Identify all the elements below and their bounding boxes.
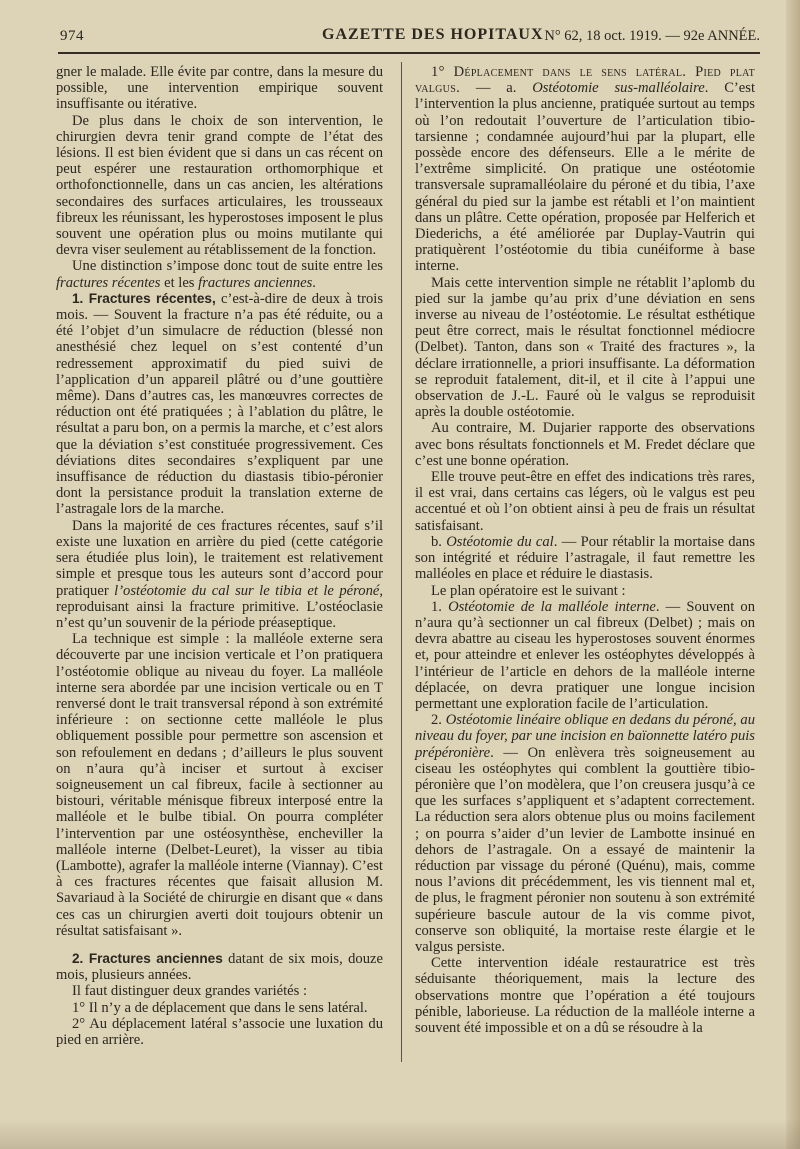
text-run: De plus dans le choix de son intervention, le chirurgien devra tenir grand compte de l’état des lésions. Il est bien évident que si dans un cas récent on peut espérer une restauration orthomorphique et orthofonctionnelle, dans un cas ancien, les altérations secondaires des surfaces articulaires, les trousseaux fibreux les réunissant, les hyperostoses imposent le plus souvent une opération plus ou moins mutilante qui devra viser seulement au rétablissement de la fonction. [56,112,383,259]
text-run: Mais cette intervention simple ne rétablit l’aplomb du pied sur la jambe qu’au prix d’une déviation en sens inverse au niveau de l’ostéotomie. Le résultat esthétique peut être correct, mais le résultat fonctionnel médiocre (Delbet). Tanton, dans son « Traité des fractures », la déclare irrationnelle, a priori insuffisante. La déformation se reproduit fatalement, dit-il, et il cite à l’appui une observation de J.-L. Fauré où le valgus se reproduisit après la double ostéotomie. [415,274,755,421]
text-run: Au contraire, M. Dujarier rapporte des observations avec bons résultats fonctionnels et M. Fredet déclare que c’est une bonne opération. [415,420,755,469]
header-rule [58,52,760,54]
column-divider [401,62,402,1062]
text-run: Il faut distinguer deux grandes variétés : [72,983,308,1000]
text-run: . — Souvent on n’aura qu’à sectionner un cal fibreux (Delbet) ; mais on devra abattre au ciseau les hyperostoses souvent énormes et, pour atteindre et enlever les ostéophytes développés à l’intérieur de l’article en dehors de la malléole interne déplacée, on devra pratiquer une longue incision permettant une exploration facile de l’articulation. [415,598,755,712]
paragraph [415,955,755,1036]
italic-term: Ostéotomie du cal [446,533,554,550]
section-paragraph [56,291,383,518]
page-number: 974 [60,28,84,44]
text-run: et les [160,274,199,291]
text-run: . — On enlèvera très soigneusement au ciseau les ostéophytes qui comblent la gouttière tibio-péronière que l’on modèlera, que l’on creusera jusqu’à ce que les surfaces s’appliquent et s’adaptent correctement. La réduction sera alors obtenue plus ou moins facilement ; on pourra s’aider d’un levier de Lambotte insinué en dehors de l’astragale. On a essayé de maintenir la réduction par vissage du péroné (Quénu), mais, comme nous l’avions dit précédemment, les vis tiennent mal et, de plus, le fragment péronier non soutenu à son extrémité supérieure bascule autour de la vis comme pivot, conserve son obliquité, la mortaise reste élargie et le valgus persiste. [415,744,755,955]
text-run: gner le malade. Elle évite par contre, dans la mesure du possible, une intervention empirique souvent insuffisante ou itérative. [56,64,383,113]
text-run: . — Pour rétablir la mortaise dans son intégrité et réduire l’astragale, il faut remettre les malléoles en place et réduire le diastasis. [415,533,756,583]
subsection-paragraph [415,64,755,275]
left-column [56,64,383,1048]
text-run: c’est-à-dire de deux à trois mois. — Souvent la fracture n’a pas été réduite, ou a été l’objet d’un simulacre de réduction (blessé non anesthésié chez lequel on s’est contenté d’un redressement approximatif du pied suivi de l’application d’un appareil plâtré ou d’une gouttière même). Dans d’autres cas, les manœuvres correctes de réduction ont été pratiquées ; à l’ablation du plâtre, le résultat a paru bon, on a permis la marche, et c’est alors que la déviation s’est constituée progressivement. Ces déviations dites secondaires s’expliquent par une insuffisance de réduction du diastasis tibio-péronier dont la persistance produit la translation externe de l’astragale lors de la marche. [56,290,383,518]
journal-title: GAZETTE DES HOPITAUX [322,26,544,43]
paragraph [415,420,755,469]
text-run: , reproduisant ainsi la fracture primitive. L’ostéoclasie n’est qu’un souvenir de la période préaseptique. [56,582,383,631]
sec-text: 1. Fractures récentes, [72,290,216,306]
text-run: 2. [431,712,446,729]
italic-term: Ostéotomie de la malléole interne [448,598,656,615]
paragraph [56,1016,383,1048]
paragraph [415,534,755,583]
text-run: Dans la majorité de ces fractures récentes, sauf s’il existe une luxation en arrière du pied (cette catégorie sera étudiée plus loin), le traitement est relativement simple et presque tous les auteurs sont d’accord pour pratiquer [56,517,383,599]
italic-term: Ostéotomie sus-malléolaire [532,80,705,97]
right-column [415,64,755,1036]
text-run: La technique est simple : la malléole externe sera découverte par une incision verticale et l’on pratiquera l’ostéotomie oblique au niveau du foyer. La malléole interne sera abordée par une incision verticale ou en T renversé dont le trait transversal répond à son extrémité inférieure : on sectionne cette malléole le plus obliquement possible pour permettre son ascension et son refoulement en dedans ; d’ailleurs le plus souvent on n’aura qu’à inciser et surtout à exciser soigneusement un cal fibreux, facile à sectionner au bistouri, véritable ménisque fibreux interposé entre la malléole et le bulbe tibial. On pourra compléter l’intervention par une ostéosynthèse, encheviller la malléole interne (Delbet-Leuret), la visser au tibia (Lambotte), agrafer la malléole interne (Viannay). C’est à ces fractures récentes que faisait allusion M. Savariaud à la Société de chirurgie en disant que « dans ces cas un chirurgien averti doit toujours obtenir un résultat satisfaisant ». [56,631,383,939]
italic-term: Ostéotomie linéaire oblique en dedans du péroné, au niveau du foyer, par une incision en baïonnette latéro puis prépéronière [415,712,755,761]
text-run: 2° Au déplacement latéral s’associe une luxation du pied en arrière. [56,1015,383,1048]
text-run: Cette intervention idéale restauratrice est très séduisante théoriquement, mais la lecture des observations montre que l’opération a été toujours pénible, laborieuse. La réduction de la malléole interne a souvent été impossible et on a dû se résoudre à la [415,955,755,1036]
paragraph [56,518,383,631]
text-run: 1. [431,598,449,615]
paragraph-gap [56,939,383,951]
text-run: Une distinction s’impose donc tout de suite entre les [72,258,383,275]
section-paragraph [56,951,383,983]
page-bottom-shade [0,1119,800,1149]
text-run: Le plan opératoire est le suivant : [431,582,626,599]
text-run: b. [431,533,447,550]
continued-paragraph [56,64,383,113]
italic-term: l’ostéotomie du cal sur le tibia et le péroné [114,582,380,599]
paragraph [415,583,755,599]
text-run: 1° Il n’y a de déplacement que dans le sens latéral. [72,999,368,1016]
sec-text: 2. Fractures anciennes [72,950,223,966]
paragraph [415,469,755,534]
sc-text: 1° Déplacement dans le sens latéral. Pied plat valgus. [415,64,755,97]
paragraph [56,113,383,259]
text-run: . [312,274,316,291]
text-run: — a. [460,80,533,97]
paragraph [56,631,383,939]
paragraph [415,712,755,955]
text-run: datant de six mois, douze mois, plusieurs années. [56,950,383,984]
italic-term: fractures récentes [56,274,161,291]
text-run: Elle trouve peut-être en effet des indications très rares, il est vrai, dans certains cas légers, où le valgus est peu accentué et où l’on obtient ainsi à peu de frais un résultat satisfaisant. [415,469,755,534]
page-edge [786,0,800,1149]
page-header [60,26,760,50]
paragraph [56,258,383,290]
italic-term: fractures anciennes [198,274,313,291]
paragraph [56,983,383,999]
issue-info: N° 62, 18 oct. 1919. — 92e ANNÉE. [544,28,760,44]
paragraph [415,275,755,421]
paragraph [56,1000,383,1016]
paragraph [415,599,755,712]
text-run: . C’est l’intervention la plus ancienne, pratiquée surtout au temps où l’on redoutait l’ouverture de l’articulation tibio-tarsienne ; condamnée aujourd’hui par la plupart, elle possède encore des défenseurs. Elle a le mérite de l’extrême simplicité. On pratique une ostéotomie transversale supramalléolaire du péroné et du tibia, l’axe général du pied sur la jambe est rétabli et l’on maintient dans un plâtre. Cette opération, proposée par Helferich et Diederichs, a été améliorée par Duplay-Vautrin qui pratiquèrent l’ostéotomie du tibia cunéiforme à base interne. [415,80,755,275]
